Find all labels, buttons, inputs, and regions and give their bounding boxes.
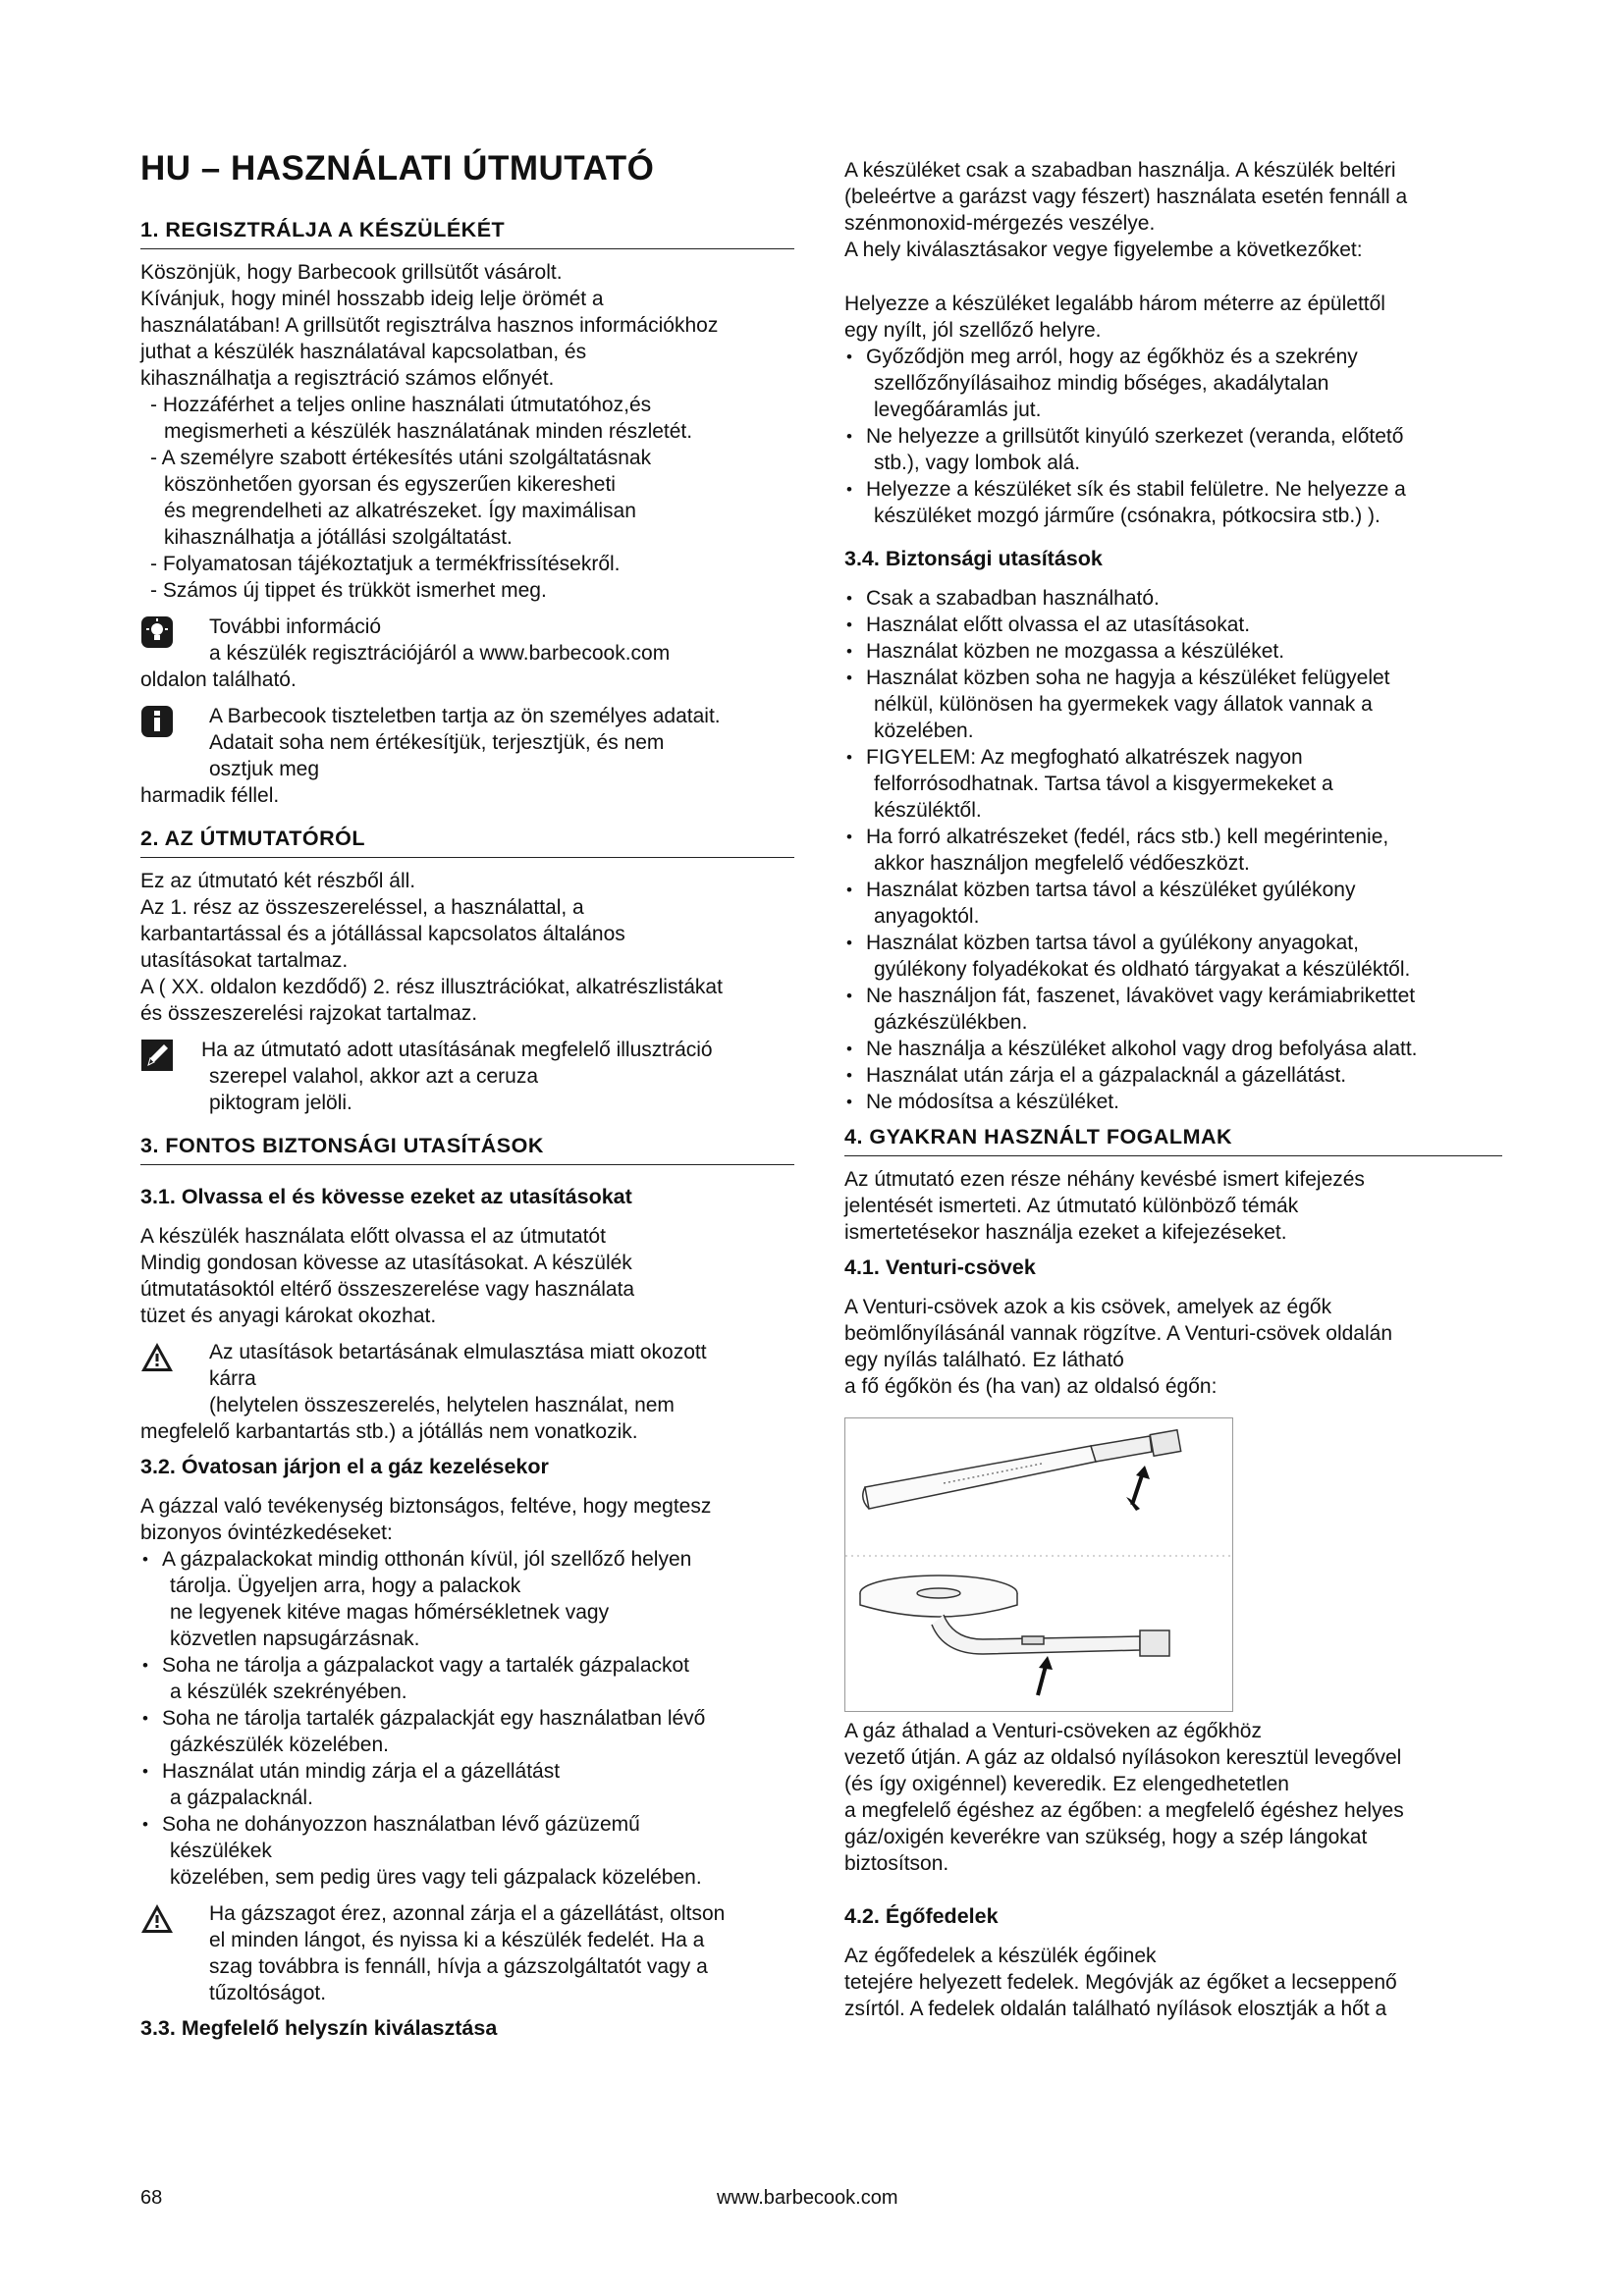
list-item: • Használat közben soha ne hagyja a készüléket felügyelet nélkül, különösen ha gyermekek vagy állatok vannak a közelében. xyxy=(844,665,1502,744)
section-4-1-body: A Venturi-csövek azok a kis csövek, amelyek az égők beömlőnyílásánál vannak rögzítve. A Venturi-csövek oldalán egy nyílás található. Ez látható a fő égőkön és (ha van) az oldalsó égőn: xyxy=(844,1296,1393,1398)
placement-list xyxy=(844,344,1502,529)
section-4-body: Az útmutató ezen része néhány kevésbé ismert kifejezés jelentését ismerteti. Az útmutató különböző témák ismertetésekor használja ezeket a kifejezéseket. xyxy=(844,1168,1365,1244)
section-2-body: Ez az útmutató két részből áll. Az 1. rész az összeszereléssel, a használattal, a karbantartással és a jótállással kapcsolatos általános utasításokat tartalmaz. A ( XX. oldalon kezdődő) 2. rész illusztrációkat, alkatrészlistákat és összeszerelési rajzokat tartalmaz. xyxy=(140,870,723,1025)
list-item: • A gázpalackokat mindig otthonán kívül, jól szellőző helyen tárolja. Ügyeljen arra, hogy a palackok ne legyenek kitéve magas hőmérsékletnek vagy közvetlen napsugárzásnak. xyxy=(140,1546,794,1652)
info-note-privacy: A Barbecook tiszteletben tartja az ön személyes adatait. Adatait soha nem értékesítjük, terjesztjük, és nem osztjuk meg harmadik féllel. xyxy=(140,705,721,807)
warning-note-gas-smell: Ha gázszagot érez, azonnal zárja el a gázellátást, oltson el minden lángot, és nyissa ki a készülék fedelét. Ha a szag továbbra is fennáll, hívja a gázszolgáltatót vagy a tűzoltóságot. xyxy=(140,1900,794,2006)
list-item: • Használat után zárja el a gázpalacknál a gázellátást. xyxy=(844,1062,1502,1089)
list-item: • Győződjön meg arról, hogy az égőkhöz és a szekrény szellőzőnyílásaihoz mindig bőséges, akadálytalan levegőáramlás jut. xyxy=(844,344,1502,423)
section-1-dash-list: - Hozzáférhet a teljes online használati útmutatóhoz,és megismerheti a készülék használatának minden részletét. - A személyre szabott értékesítés utáni szolgáltatásnak köszönhetően gyorsan és egyszerűen kikeresheti és megrendelheti az alkatrészeket. Így maximálisan kihasználhatja a jótállási szolgáltatást. - Folyamatosan tájékoztatjuk a termékfrissítésekről. - Számos új tippet és trükköt ismerhet meg. xyxy=(150,394,693,602)
page-title: HU – HASZNÁLATI ÚTMUTATÓ xyxy=(140,149,655,187)
section-3-2-intro: A gázzal való tevékenység biztonságos, feltéve, hogy megtesz bizonyos óvintézkedéseket: xyxy=(140,1495,712,1544)
section-4-2-heading: 4.2. Égőfedelek xyxy=(844,1904,999,1928)
right-column xyxy=(844,157,1502,2022)
venturi-diagram xyxy=(845,1418,1232,1711)
list-item: • FIGYELEM: Az megfogható alkatrészek nagyon felforrósodhatnak. Tartsa távol a kisgyermekeket a készüléktől. xyxy=(844,744,1502,824)
section-3-1-body: A készülék használata előtt olvassa el az útmutatót Mindig gondosan kövesse az utasításokat. A készülék útmutatásoktól eltérő összeszerelése vagy használata tüzet és anyagi károkat okozhat. xyxy=(140,1225,635,1327)
page-number: 68 xyxy=(140,2187,163,2209)
section-3-heading: 3. FONTOS BIZTONSÁGI UTASÍTÁSOK xyxy=(140,1134,794,1165)
pencil-note: Ha az útmutató adott utasításának megfelelő illusztráció szerepel valahol, akkor azt a ceruza piktogram jelöli. xyxy=(140,1037,794,1116)
placement-text: Helyezze a készüléket legalább három méterre az épülettől egy nyílt, jól szellőző helyre. xyxy=(844,293,1385,342)
info-note-registration: További információ a készülék regisztrációjáról a www.barbecook.com oldalon található. xyxy=(140,615,671,691)
section-2-heading: 2. AZ ÚTMUTATÓRÓL xyxy=(140,827,794,858)
info-icon xyxy=(140,705,174,738)
list-item: • Használat előtt olvassa el az utasításokat. xyxy=(844,612,1502,638)
gas-handling-list xyxy=(140,1546,794,1891)
section-4-2-body: Az égőfedelek a készülék égőinek tetejére helyezett fedelek. Megóvják az égőket a lecseppenő zsírtól. A fedelek oldalán található nyílások elosztják a hőt a xyxy=(844,1945,1397,2020)
lightbulb-icon xyxy=(140,615,174,649)
section-3-4-heading: 3.4. Biztonsági utasítások xyxy=(844,547,1103,570)
list-item: • Csak a szabadban használható. xyxy=(844,585,1502,612)
list-item: • Ne használjon fát, faszenet, lávakövet vagy kerámiabrikettet gázkészülékben. xyxy=(844,983,1502,1036)
list-item: • Helyezze a készüléket sík és stabil felületre. Ne helyezze a készüléket mozgó járműre (csónakra, pótkocsira stb.) ). xyxy=(844,476,1502,529)
list-item: • Használat után mindig zárja el a gázellátást a gázpalacknál. xyxy=(140,1758,794,1811)
left-column xyxy=(140,149,794,2055)
list-item: • Ha forró alkatrészeket (fedél, rács stb.) kell megérintenie, akkor használjon megfelelő védőeszközt. xyxy=(844,824,1502,877)
list-item: • Soha ne tárolja a gázpalackot vagy a tartalék gázpalackot a készülék szekrényében. xyxy=(140,1652,794,1705)
arrow-icon xyxy=(1126,1466,1150,1511)
arrow-icon xyxy=(1038,1656,1053,1695)
outdoor-use-text: A készüléket csak a szabadban használja. A készülék beltéri (beleértve a garázst vagy fészert) használata esetén fennáll a szénmonoxid-mérgezés veszélye. A hely kiválasztásakor vegye figyelembe a következőket: xyxy=(844,159,1408,261)
section-3-1-heading: 3.1. Olvassa el és kövesse ezeket az utasításokat xyxy=(140,1185,632,1208)
side-burner xyxy=(860,1575,1169,1656)
section-3-3-heading: 3.3. Megfelelő helyszín kiválasztása xyxy=(140,2016,498,2040)
footer-url: www.barbecook.com xyxy=(717,2187,898,2209)
list-item: • Használat közben tartsa távol a készüléket gyúlékony anyagoktól. xyxy=(844,877,1502,930)
list-item: • Használat közben ne mozgassa a készüléket. xyxy=(844,638,1502,665)
section-3-2-heading: 3.2. Óvatosan járjon el a gáz kezelésekor xyxy=(140,1455,549,1478)
list-item: • Soha ne dohányozzon használatban lévő gázüzemű készülékek közelében, sem pedig üres vagy teli gázpalack közelében. xyxy=(140,1811,794,1891)
pencil-icon xyxy=(140,1039,174,1072)
venturi-explanation: A gáz áthalad a Venturi-csöveken az égőkhöz vezető útján. A gáz az oldalsó nyílásokon keresztül levegővel (és így oxigénnel) keveredik. Ez elengedhetetlen a megfelelő égéshez az égőben: a megfelelő égéshez helyes gáz/oxigén keverékre van szükség, hogy a szép lángokat biztosítson. xyxy=(844,1720,1404,1875)
section-4-heading: 4. GYAKRAN HASZNÁLT FOGALMAK xyxy=(844,1125,1502,1156)
warning-icon xyxy=(140,1902,174,1936)
warning-icon xyxy=(140,1341,174,1374)
safety-list xyxy=(844,585,1502,1115)
section-1-intro: Köszönjük, hogy Barbecook grillsütőt vásárolt. Kívánjuk, hogy minél hosszabb ideig lelje örömét a használatában! A grillsütőt regisztrálva hasznos információkhoz juthat a készülék használatával kapcsolatban, és kihasználhatja a regisztráció számos előnyét. xyxy=(140,261,719,390)
list-item: • Használat közben tartsa távol a gyúlékony anyagokat, gyúlékony folyadékokat és oldható tárgyakat a készüléktől. xyxy=(844,930,1502,983)
section-4-1-heading: 4.1. Venturi-csövek xyxy=(844,1255,1036,1279)
list-item: • Soha ne tárolja tartalék gázpalackját egy használatban lévő gázkészülék közelében. xyxy=(140,1705,794,1758)
venturi-tube-illustration xyxy=(844,1417,1233,1712)
section-1-heading: 1. REGISZTRÁLJA A KÉSZÜLÉKÉT xyxy=(140,218,794,249)
list-item: • Ne használja a készüléket alkohol vagy drog befolyása alatt. xyxy=(844,1036,1502,1062)
list-item: • Ne helyezze a grillsütőt kinyúló szerkezet (veranda, előtető stb.), vagy lombok alá. xyxy=(844,423,1502,476)
warning-note-warranty: Az utasítások betartásának elmulasztása miatt okozott kárra (helytelen összeszerelés, helytelen használat, nem megfelelő karbantartás stb.) a jótállás nem vonatkozik. xyxy=(140,1341,707,1443)
list-item: • Ne módosítsa a készüléket. xyxy=(844,1089,1502,1115)
